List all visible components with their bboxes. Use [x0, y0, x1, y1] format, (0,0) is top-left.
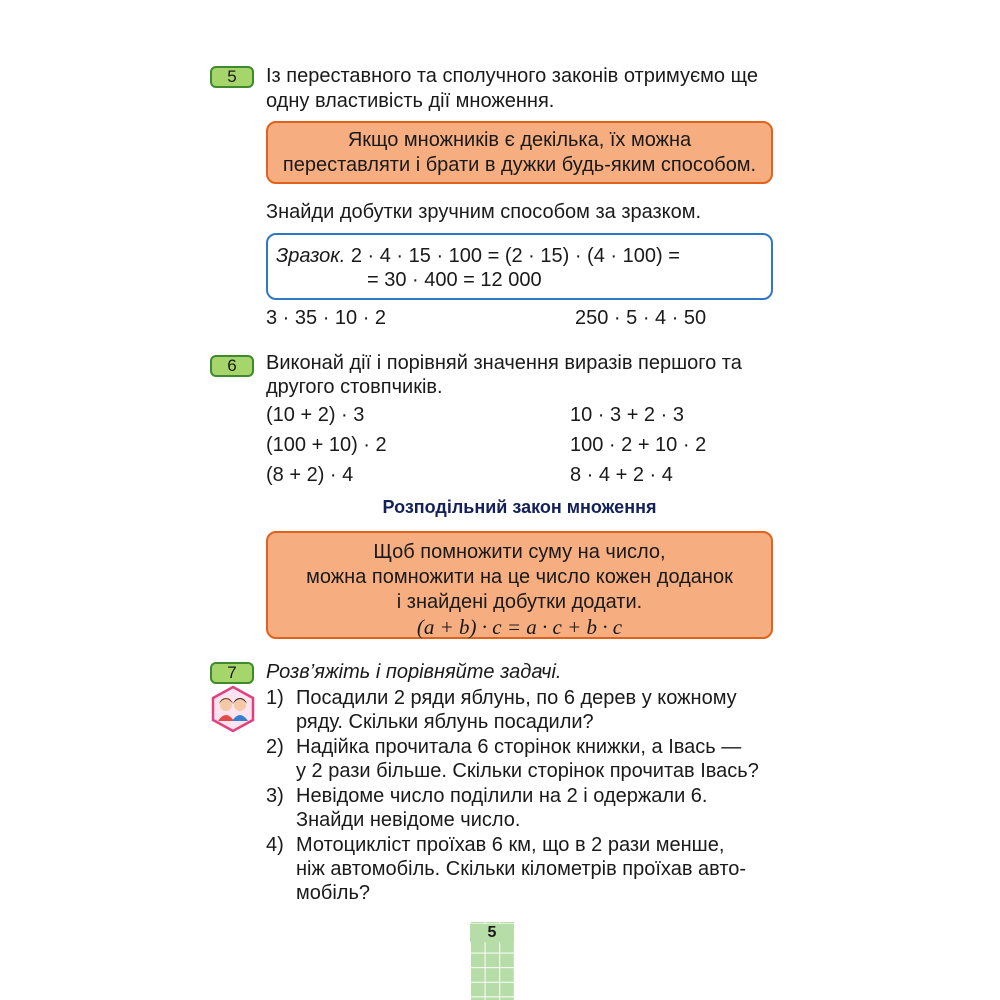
ex5-intro-line-1: Із переставного та сполучного законів отримуємо ще — [266, 65, 758, 87]
exercise-5-badge — [210, 66, 254, 88]
ex5-sample-line-1 — [276, 244, 680, 268]
two-children-icon — [209, 685, 257, 733]
ex6-left-expression: (10 + 2) · 3 — [266, 404, 365, 426]
ex7-task-3-line-1: Невідоме число поділили на 2 і одержали 6. — [296, 785, 708, 807]
ex5-intro-line-2: одну властивість дії множення. — [266, 90, 555, 112]
ex5-expression-right: 250 · 5 · 4 · 50 — [575, 307, 707, 329]
ex5-expression-left: 3 · 35 · 10 · 2 — [266, 307, 387, 329]
law-line-1: Щоб помножити суму на число, — [373, 541, 666, 563]
ex6-left-expression: (100 + 10) · 2 — [266, 434, 387, 456]
ex7-task-3-number: 3) — [266, 785, 284, 807]
ex7-task-1-line-2: ряду. Скільки яблунь посадили? — [296, 711, 594, 733]
page-number: 5 — [470, 924, 514, 942]
exercise-5-number: 5 — [227, 67, 237, 86]
ex7-intro — [266, 660, 562, 684]
law-line-3: і знайдені добутки додати. — [396, 591, 643, 613]
ex5-sample-expr-1: 2 · 4 · 15 · 100 = (2 · 15) · (4 · 100) = — [350, 245, 680, 267]
ex7-task-1-line-1: Посадили 2 ряди яблунь, по 6 дерев у кожному — [296, 687, 737, 709]
ex7-task-2-number: 2) — [266, 736, 284, 758]
ex6-intro-line-2: другого стовпчиків. — [266, 376, 443, 398]
exercise-6-badge — [210, 355, 254, 377]
ex7-task-2-line-2: у 2 рази більше. Скільки сторінок прочитав Івась? — [296, 760, 759, 782]
ex5-rule-line-1: Якщо множників є декілька, їх можна — [347, 129, 692, 151]
ex6-right-expression: 100 · 2 + 10 · 2 — [570, 434, 707, 456]
ex5-sample-line-2: = 30 · 400 = 12 000 — [367, 269, 542, 291]
ex5-task: Знайди добутки зручним способом за зразком. — [266, 201, 702, 223]
exercise-7-badge — [210, 662, 254, 684]
ex7-task-4-number: 4) — [266, 834, 284, 856]
exercise-6-number: 6 — [227, 356, 237, 375]
ex5-rule-line-2: переставляти і брати в дужки будь-яким способом. — [282, 154, 757, 176]
ex7-task-2-line-1: Надійка прочитала 6 сторінок книжки, а Івась — — [296, 736, 742, 758]
ex6-left-expression: (8 + 2) · 4 — [266, 464, 354, 486]
law-formula: (a + b) · c = a · c + b · c — [416, 615, 623, 639]
ex5-sample-label: Зразок. — [276, 245, 346, 267]
exercise-7-number: 7 — [227, 663, 237, 682]
ex7-task-3-line-2: Знайди невідоме число. — [296, 809, 521, 831]
ex6-right-expression: 10 · 3 + 2 · 3 — [570, 404, 684, 426]
ex7-intro-text: Розв’яжіть і порівняйте задачі. — [266, 661, 562, 683]
ex6-intro-line-1: Виконай дії і порівняй значення виразів першого та — [266, 352, 742, 374]
ex7-task-4-line-2: ніж автомобіль. Скільки кілометрів проїхав авто- — [296, 858, 747, 880]
law-heading: Розподільний закон множення — [382, 497, 657, 517]
law-line-2: можна помножити на це число кожен доданок — [306, 566, 733, 588]
ex5-rule-box — [266, 121, 773, 184]
ex7-task-4-line-3: мобіль? — [296, 882, 370, 904]
ex7-task-4-line-1: Мотоцикліст проїхав 6 км, що в 2 рази менше, — [296, 834, 725, 856]
law-rule-box — [266, 531, 773, 639]
ex6-right-expression: 8 · 4 + 2 · 4 — [570, 464, 673, 486]
ex7-task-1-number: 1) — [266, 687, 284, 709]
